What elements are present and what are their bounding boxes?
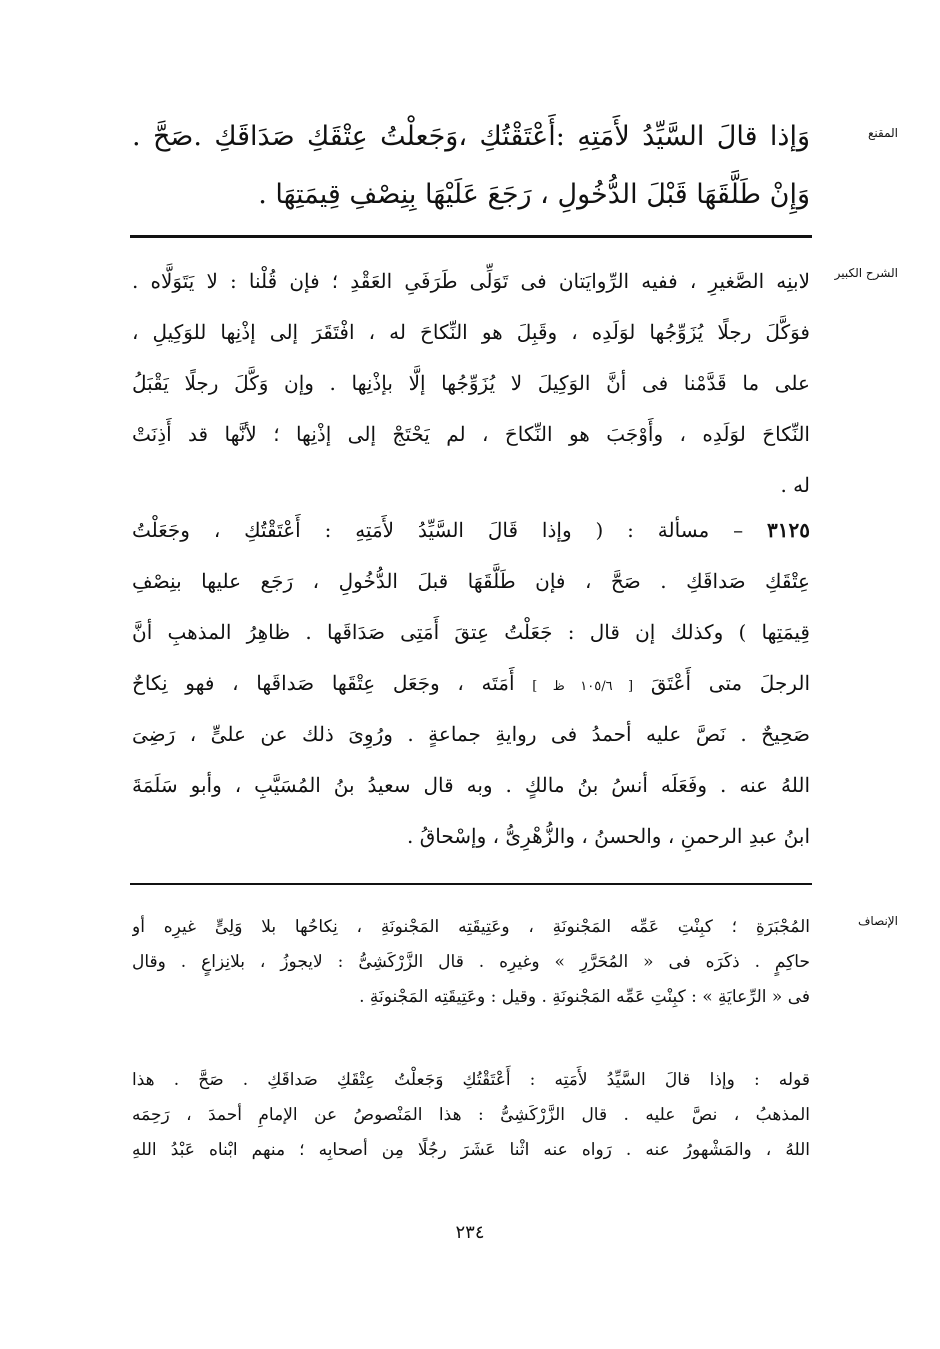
- insaf-line: اللهُ ، والمَشْهورُ عنه . رَواه عنه اثْنا عَشَرَ رجُلًا مِن أصحابِه ؛ منهم ابْناه عَبْدُ اللهِ: [132, 1140, 810, 1160]
- sharh-line: لابنِه الصَّغيرِ ، ففيه الرِّوايَتان فى تَوَلِّى طَرَفَىِ العَقْدِ ؛ فإن قُلْنا : لا يَتَوَلَّاه .: [132, 269, 810, 293]
- insaf-line: قوله : وإذا قالَ السَّيِّدُ لأَمَتِه : أَعْتَقْتُكِ وَجَعلْتُ عِتْقَكِ صَداقَكِ . صَحَّ . هذا: [132, 1070, 810, 1090]
- section-divider: [130, 235, 812, 238]
- insaf-line: فى « الرِّعايَةِ » : كبِنْتِ عَمِّه المَجْنونَةِ . وقيل : وعَتِيقَتِه المَجْنونَةِ .: [359, 987, 810, 1007]
- margin-label-insaf: الإنصاف: [857, 914, 898, 928]
- masala-number: ٣١٢٥: [767, 518, 810, 542]
- manuscript-reference: [ ١٠٥/٦ ظ ]: [532, 679, 634, 694]
- sharh-line: اللهُ عنه . وفَعَلَه أنسُ بنُ مالكٍ . وبه قال سعيدُ بنُ المُسَيَّبِ ، وأبو سَلَمَةَ: [132, 773, 810, 797]
- muqni-text: [132, 108, 810, 224]
- muqni-line: وَإِنْ طَلَّقَهَا قَبْلَ الدُّخُولِ ، رَجَعَ عَلَيْهَا بِنِصْفِ قِيمَتِهَا .: [258, 179, 810, 210]
- insaf-line: حاكِمٍ . ذكَرَه فى « المُحَرَّرِ » وغيرِه . قال الزَّرْكَشِىُّ : لايجوزُ ، بلانِزاعٍ . وقال: [132, 952, 810, 972]
- margin-label-muqni: المقنع: [867, 126, 898, 140]
- sharh-line: قِيمَتِها ) وكذلك إن قال : جَعَلْتُ عِتقَ أَمَتِى صَدَاقَها . ظاهِرُ المذهبِ أنَّ: [132, 620, 810, 644]
- sharh-line: النِّكاحَ لوَلَدِه ، وأَوْجَبَ هو النِّكاحَ ، لم يَحْتَجْ إلى إذْنِها ؛ لأنَّها قد أَذِنَتْ: [132, 422, 810, 446]
- page-number: ٢٣٤: [455, 1222, 485, 1243]
- sharh-line: صَحِيحٌ . نَصَّ عليه أحمدُ فى روايةِ جماعةٍ . ورُوِىَ ذلك عن علىٍّ ، رَضِىَ: [132, 722, 810, 746]
- sharh-line: ابنُ عبدِ الرحمنِ ، والحسنُ ، والزُّهْرِىُّ ، وإسْحاقُ .: [407, 824, 810, 848]
- insaf-paragraph-1: [132, 910, 810, 1015]
- margin-label-sharh: الشرح الكبير: [834, 266, 898, 280]
- insaf-line: المُجْبَرَةِ ؛ كبِنْتِ عَمِّه المَجْنونَةِ ، وعَتِيقَتِه المَجْنونَةِ ، نِكاحُها بلا وَلِىٍّ غيرِه أو: [132, 917, 810, 937]
- sharh-paragraph-1: [132, 256, 810, 511]
- section-divider: [130, 883, 812, 885]
- sharh-paragraph-2: [132, 505, 810, 862]
- sharh-line: له .: [780, 473, 810, 497]
- sharh-line: فوَكَّلَ رجلًا يُزَوِّجُها لوَلَدِه ، وقَبِلَ هو النِّكاحَ له ، افْتَقَرَ إلى إذْنِها للوَكِيلِ ،: [132, 320, 810, 344]
- insaf-line: المذهبُ ، نصَّ عليه . قال الزَّرْكَشِىُّ : هذا المَنْصوصُ عن الإمامِ أحمدَ ، رَحِمَه: [132, 1105, 810, 1125]
- sharh-line: على ما قَدَّمْنا فى أنَّ الوَكِيلَ لا يُزَوِّجُها إلَّا بإذْنِها . وإن وَكَّلَ رجلًا يَقْبَلُ: [132, 371, 810, 395]
- sharh-line: عِتْقَكِ صَداقَكِ . صَحَّ ، فإن طَلَّقَهَا قبلَ الدُّخُولِ ، رَجَع عليها بنِصْفِ: [132, 569, 810, 593]
- sharh-line: ٣١٢٥ – مسألة : ( وإذا قَالَ السَّيِّدُ لأَمَتِهِ : أَعْتَقْتُكِ ، وجَعَلْتُ: [132, 518, 810, 542]
- muqni-line: وَإذا قالَ السَّيِّدُ لأَمَتِهِ :أَعْتَقْتُكِ ،وَجَعلْتُ عِتْقَكِ صَدَاقَكِ .صَحَّ .: [132, 121, 810, 152]
- sharh-line: الرجلَ متى أَعْتَقَ [ ١٠٥/٦ ظ ] أَمَتَه ، وجَعَل عِتْقَها صَداقَها ، فهو نِكاحٌ: [132, 671, 810, 695]
- insaf-paragraph-2: [132, 1063, 810, 1168]
